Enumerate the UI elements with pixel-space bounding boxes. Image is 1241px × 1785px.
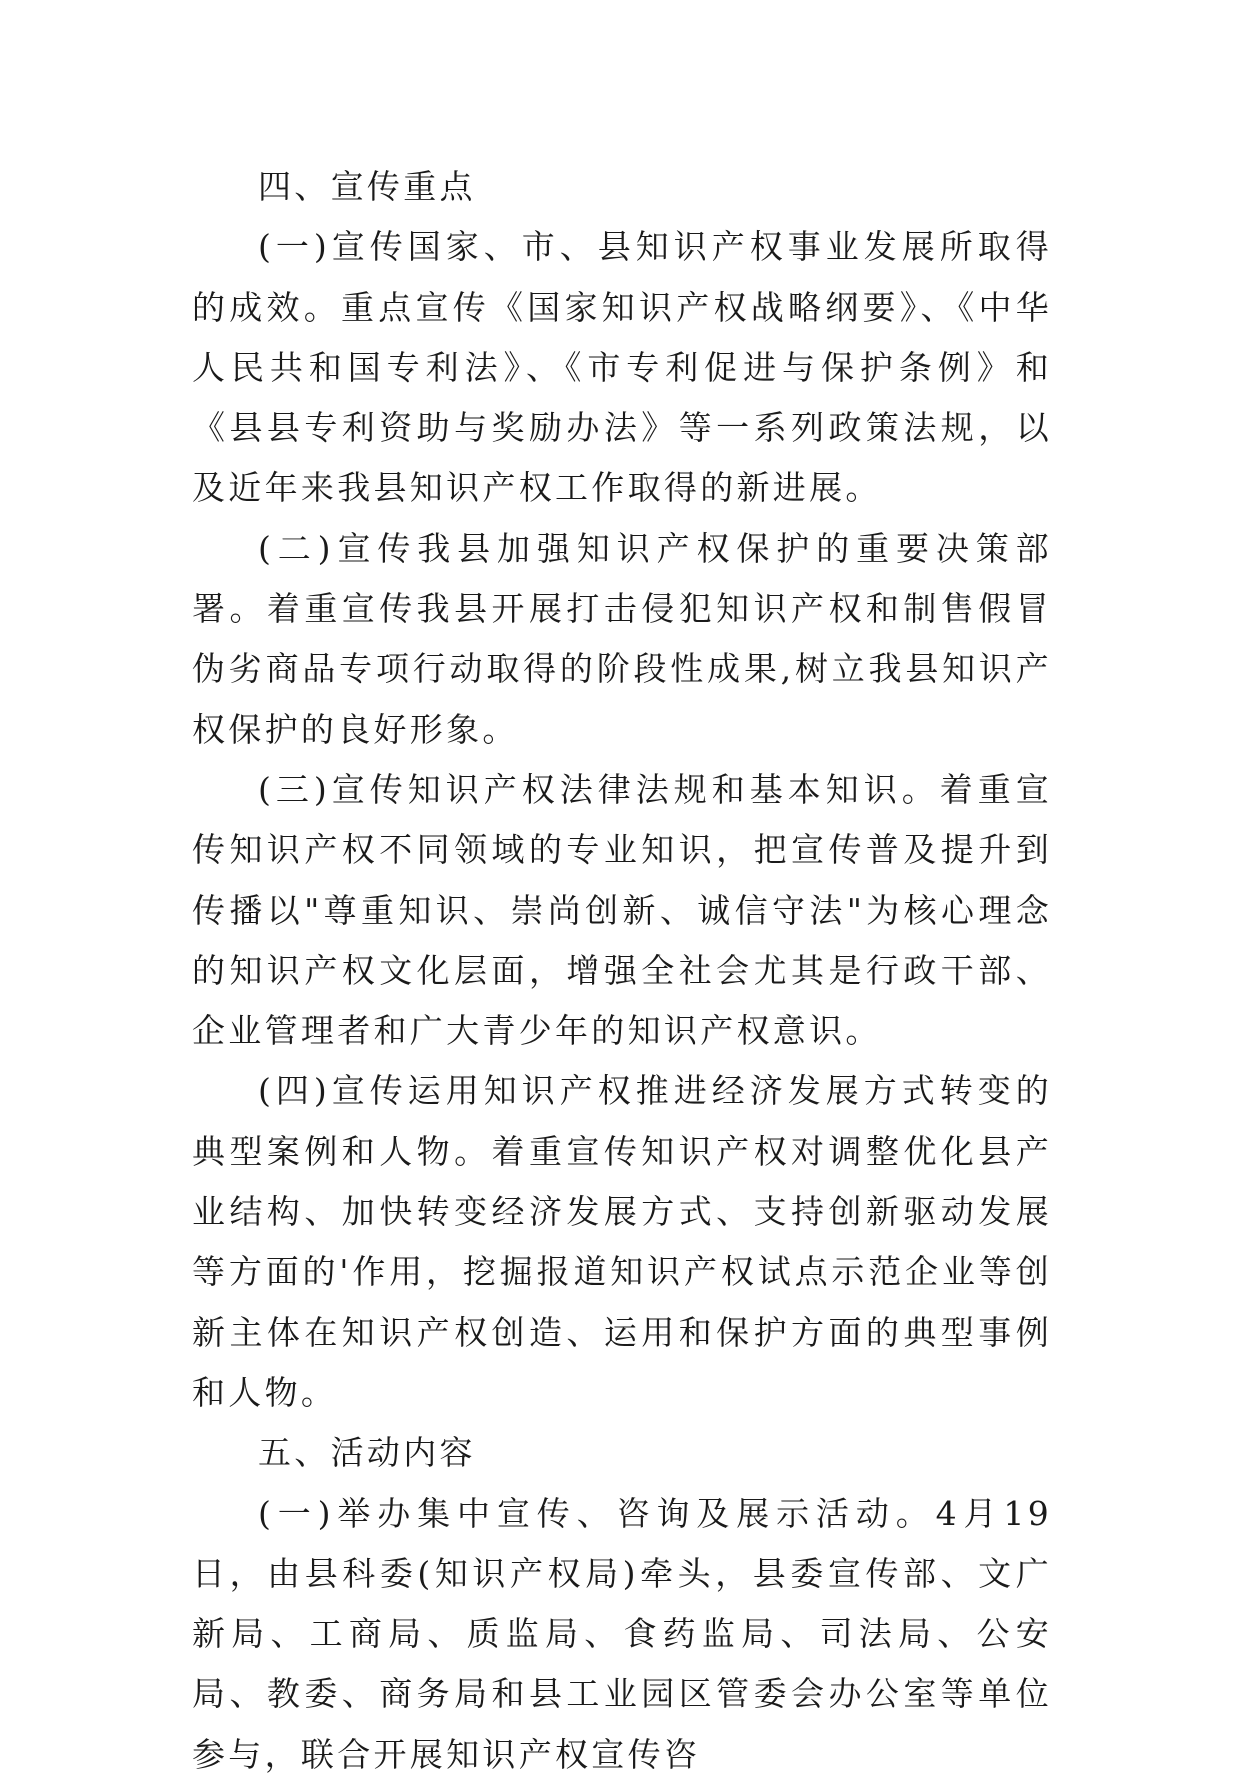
section-heading-4: 四、宣传重点	[258, 167, 476, 206]
document-body	[192, 157, 1052, 1785]
paragraph-4-1: (一)宣传国家、市、县知识产权事业发展所取得的成效。重点宣传《国家知识产权战略纲要》、《中华人民共和国专利法》、《市专利促进与保护条例》和《县县专利资助与奖励办法》等一系列政策法规，以及近年来我县知识产权工作取得的新进展。	[192, 227, 1052, 508]
paragraph-4-4: (四)宣传运用知识产权推进经济发展方式转变的典型案例和人物。着重宣传知识产权对调整优化县产业结构、加快转变经济发展方式、支持创新驱动发展等方面的'作用，挖掘报道知识产权试点示范企业等创新主体在知识产权创造、运用和保护方面的典型事例和人物。	[192, 1071, 1052, 1412]
paragraph-4-2: (二)宣传我县加强知识产权保护的重要决策部署。着重宣传我县开展打击侵犯知识产权和制售假冒伪劣商品专项行动取得的阶段性成果,树立我县知识产权保护的良好形象。	[192, 528, 1052, 749]
paragraph-5-1: (一)举办集中宣传、咨询及展示活动。4月19日，由县科委(知识产权局)牵头，县委宣传部、文广新局、工商局、质监局、食药监局、司法局、公安局、教委、商务局和县工业园区管委会办公室等单位参与，联合开展知识产权宣传咨	[192, 1493, 1052, 1774]
paragraph-4-3: (三)宣传知识产权法律法规和基本知识。着重宣传知识产权不同领域的专业知识，把宣传普及提升到传播以"尊重知识、崇尚创新、诚信守法"为核心理念的知识产权文化层面，增强全社会尤其是行政干部、企业管理者和广大青少年的知识产权意识。	[192, 769, 1052, 1051]
section-heading-5: 五、活动内容	[258, 1433, 476, 1473]
